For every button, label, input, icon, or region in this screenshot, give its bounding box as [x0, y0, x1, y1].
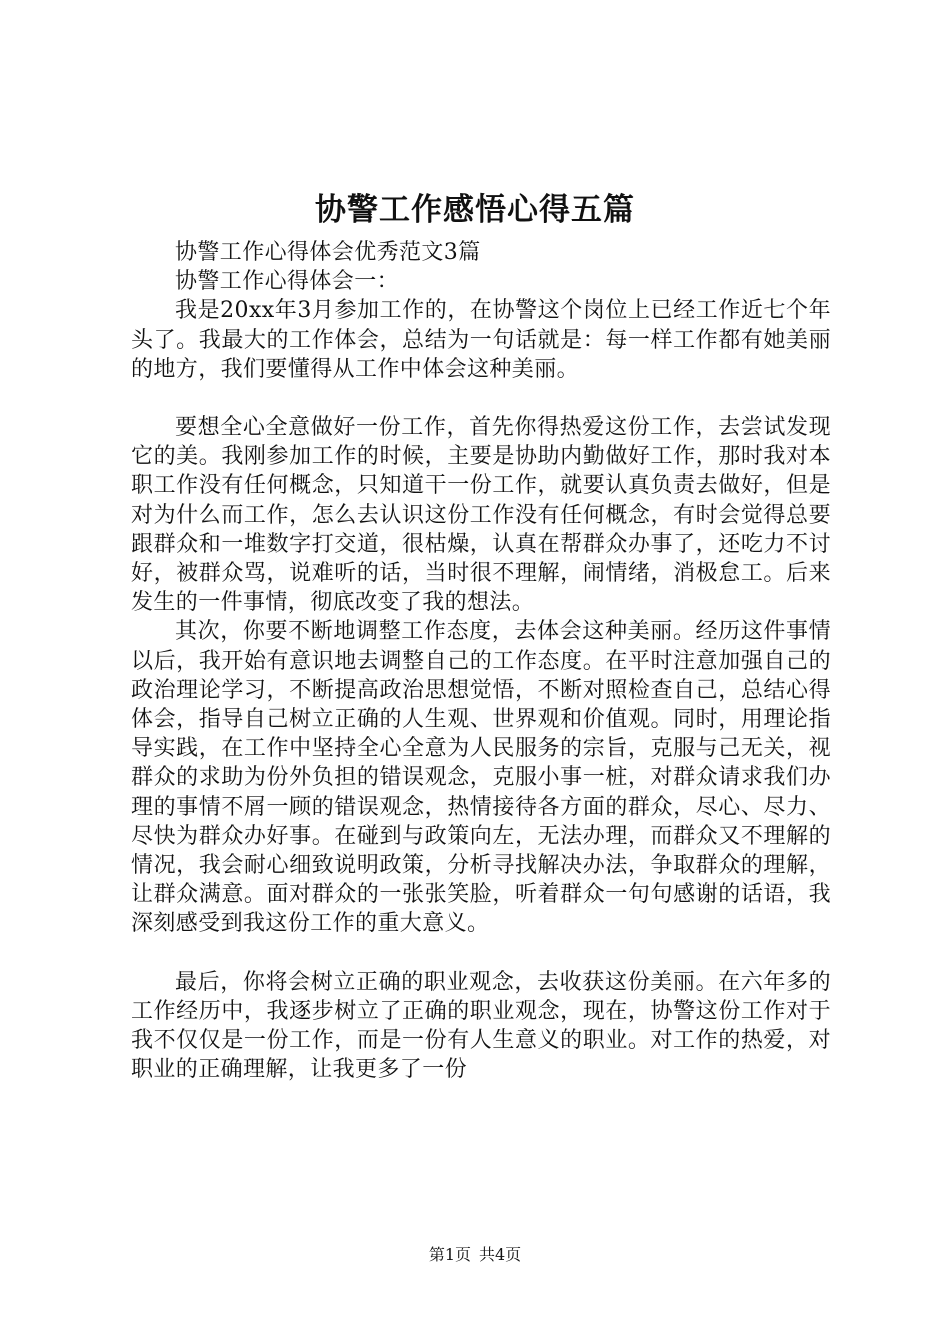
- document-title: 协警工作感悟心得五篇: [315, 192, 635, 228]
- body-paragraph: 其次，你要不断地调整工作态度，去体会这种美丽。经历这件事情以后，我开始有意识地去调整自己的工作态度。在平时注意加强自己的政治理论学习，不断提高政治思想觉悟，不断对照检查自己，总结心得体会，指导自己树立正确的人生观、世界观和价值观。同时，用理论指导实践，在工作中坚持全心全意为人民服务的宗旨，克服与己无关，视群众的求助为份外负担的错误观念，克服小事一桩，对群众请求我们办理的事情不屑一顾的错误观念，热情接待各方面的群众，尽心、尽力、尽快为群众办好事。在碰到与政策向左，无法办理，而群众又不理解的情况，我会耐心细致说明政策，分析寻找解决办法，争取群众的理解，让群众满意。面对群众的一张张笑脸，听着群众一句句感谢的话语，我深刻感受到我这份工作的重大意义。: [131, 619, 831, 937]
- section-heading: 协警工作心得体会一：: [175, 269, 400, 295]
- page-footer: [0, 1244, 950, 1266]
- body-paragraph: 要想全心全意做好一份工作，首先你得热爱这份工作，去尝试发现它的美。我刚参加工作的时候，主要是协助内勤做好工作，那时我对本职工作没有任何概念，只知道干一份工作，就要认真负责去做好，但是对为什么而工作，怎么去认识这份工作没有任何概念，有时会觉得总要跟群众和一堆数字打交道，很枯燥，认真在帮群众办事了，还吃力不讨好，被群众骂，说难听的话，当时很不理解，闹情绪，消极怠工。后来发生的一件事情，彻底改变了我的想法。: [131, 415, 831, 616]
- document-body: [131, 238, 831, 1084]
- page-number: 第1页: [428, 1245, 471, 1264]
- subtitle-paragraph: 协警工作心得体会优秀范文3篇: [175, 240, 481, 265]
- body-paragraph: 最后，你将会树立正确的职业观念，去收获这份美丽。在六年多的工作经历中，我逐步树立了正确的职业观念，现在，协警这份工作对于我不仅仅是一份工作，而是一份有人生意义的职业。对工作的热爱，对职业的正确理解，让我更多了一份: [131, 969, 831, 1083]
- body-paragraph: 我是20xx年3月参加工作的，在协警这个岗位上已经工作近七个年头了。我最大的工作体会，总结为一句话就是：每一样工作都有她美丽的地方，我们要懂得从工作中体会这种美丽。: [131, 298, 831, 382]
- page-total: 共4页: [479, 1245, 522, 1264]
